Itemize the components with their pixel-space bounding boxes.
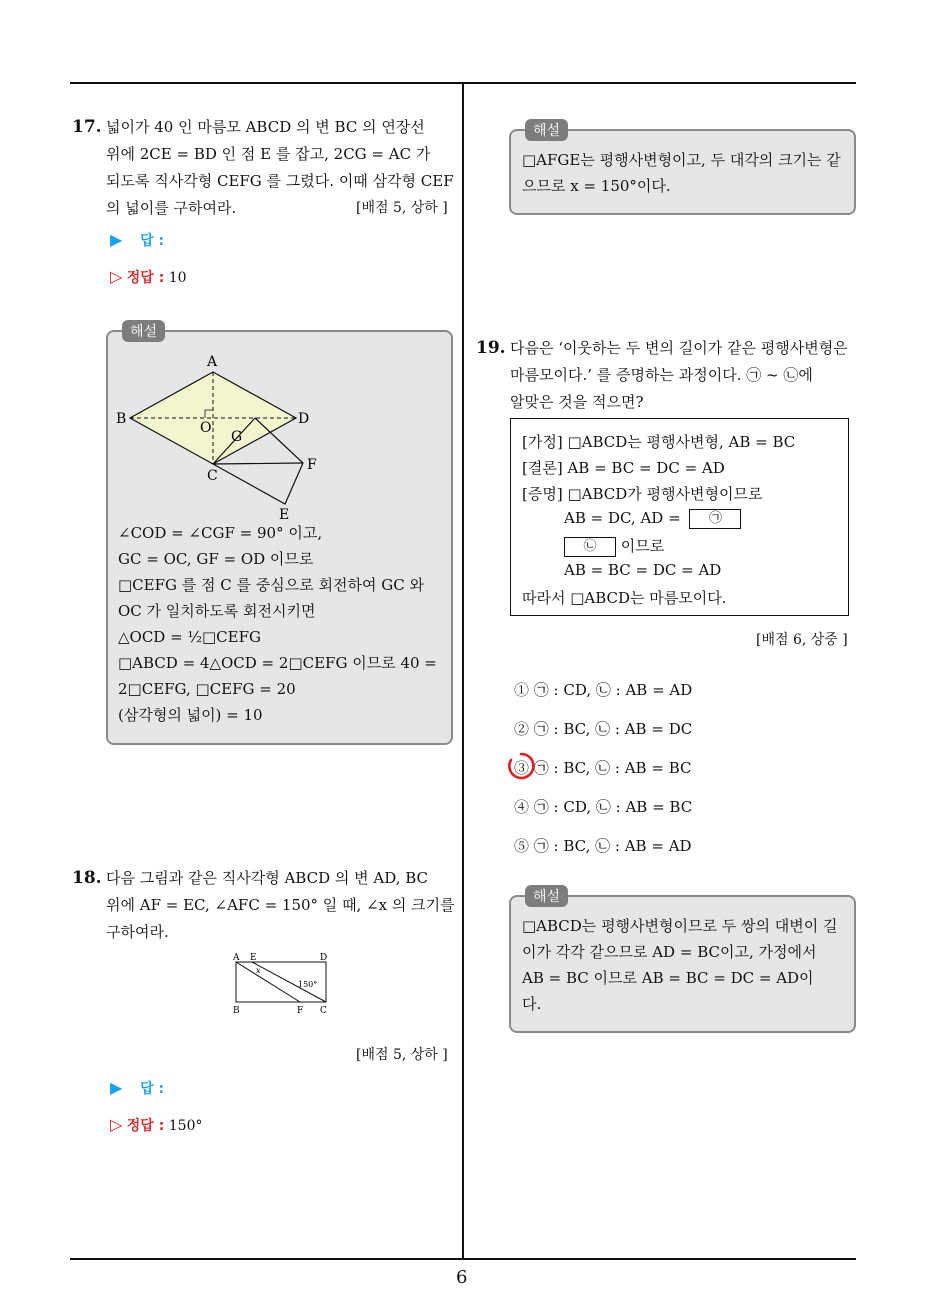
q19-line-2: 마름모이다.’ 를 증명하는 과정이다. ㉠ ~ ㉡에 xyxy=(510,366,813,384)
outline-triangle-icon: ▷ xyxy=(110,1115,123,1134)
q18-correct-row xyxy=(110,1115,202,1135)
q19-number: 19. xyxy=(476,338,506,358)
q18-correct-value: 150° xyxy=(168,1118,203,1134)
proof-step-3-text: 이므로 xyxy=(620,537,665,555)
q17-sol-line-5: △OCD = ½□CEFG xyxy=(118,628,261,646)
proof-therefore: 따라서 □ABCD는 마름모이다. xyxy=(522,589,727,607)
q17-sol-line-2: GC = OC, GF = OD 이므로 xyxy=(118,550,314,568)
q18-solution-tag: 해설 xyxy=(525,119,568,141)
label-a: A xyxy=(207,354,218,370)
q18-sol-line-2: 으므로 x = 150°이다. xyxy=(522,177,671,195)
q17-number: 17. xyxy=(72,117,102,137)
q18-points: [배점 5, 상하 ] xyxy=(356,1047,448,1063)
proof-assumption: [가정] □ABCD는 평행사변형, AB = BC xyxy=(522,433,796,451)
q18-number: 18. xyxy=(72,868,102,888)
q19-sol-line-2: 이가 각각 같으므로 AD = BC이고, 가정에서 xyxy=(522,943,817,961)
proof-step-3 xyxy=(564,535,664,557)
q19-text xyxy=(510,335,860,416)
label-d: D xyxy=(298,411,310,427)
q19-points: [배점 6, 상중 ] xyxy=(756,632,848,648)
q19-sol-line-4: 다. xyxy=(522,995,542,1013)
q17-line-3: 되도록 직사각형 CEFG 를 그렸다. 이때 삼각형 CEF xyxy=(106,172,454,190)
label-b: B xyxy=(116,411,127,427)
segment-cg xyxy=(213,463,303,464)
choice-3[interactable]: ③ ㉠ : BC, ㉡ : AB = BC xyxy=(514,759,692,777)
q19-line-1: 다음은 ‘이웃하는 두 변의 길이가 같은 평행사변형은 xyxy=(510,339,848,357)
label-b: B xyxy=(233,1006,240,1016)
segment-af xyxy=(236,962,300,1002)
q17-answer-row[interactable] xyxy=(110,230,164,250)
q18-line-2: 위에 AF = EC, ∠AFC = 150° 일 때, ∠x 의 크기를 xyxy=(106,896,455,914)
label-f: F xyxy=(297,1006,304,1016)
label-d: D xyxy=(320,953,328,963)
label-e: E xyxy=(250,953,257,963)
q18-answer-row[interactable] xyxy=(110,1078,164,1098)
q17-line-1: 넓이가 40 인 마름모 ABCD 의 변 BC 의 연장선 xyxy=(106,118,425,136)
blank-2-label: ㉡ xyxy=(583,539,597,554)
q17-answer-label: 답 : xyxy=(140,233,165,249)
blank-1-box xyxy=(689,509,741,529)
blank-2-box xyxy=(564,537,616,557)
label-c: C xyxy=(320,1006,327,1016)
label-a: A xyxy=(233,953,240,963)
proof-conclusion: [결론] AB = BC = DC = AD xyxy=(522,459,725,477)
q17-rhombus-figure xyxy=(110,352,350,522)
q18-correct-label: 정답 : xyxy=(126,1118,165,1134)
q19-sol-line-1: □ABCD는 평행사변형이므로 두 쌍의 대변이 길 xyxy=(522,917,838,935)
q18-rectangle-figure xyxy=(230,952,340,1016)
q18-sol-line-1: □AFGE는 평행사변형이고, 두 대각의 크기는 같 xyxy=(522,151,841,169)
play-triangle-icon: ▶ xyxy=(110,1078,123,1097)
label-angle: 150° xyxy=(298,980,318,989)
q17-points: [배점 5, 상하 ] xyxy=(356,200,448,216)
choice-5[interactable]: ⑤ ㉠ : BC, ㉡ : AB = AD xyxy=(514,837,692,855)
label-c: C xyxy=(207,468,218,484)
play-triangle-icon: ▶ xyxy=(110,230,123,249)
proof-step-2 xyxy=(564,509,741,529)
q19-sol-line-3: AB = BC 이므로 AB = BC = DC = AD이 xyxy=(522,969,814,987)
label-f: F xyxy=(307,457,317,473)
q18-answer-label: 답 : xyxy=(140,1081,165,1097)
proof-step-4: AB = BC = DC = AD xyxy=(564,561,722,579)
q17-sol-line-7: 2□CEFG, □CEFG = 20 xyxy=(118,680,296,698)
q19-solution-text xyxy=(522,913,848,1017)
blank-1-label: ㉠ xyxy=(708,511,722,526)
label-x: x xyxy=(256,966,261,975)
q17-solution-tag: 해설 xyxy=(122,320,165,342)
label-g: G xyxy=(231,429,243,445)
outline-triangle-icon: ▷ xyxy=(110,267,123,286)
q17-sol-line-1: ∠COD = ∠CGF = 90° 이고, xyxy=(118,524,323,542)
q18-line-1: 다음 그림과 같은 직사각형 ABCD 의 변 AD, BC xyxy=(106,869,429,887)
q17-sol-line-4: OC 가 일치하도록 회전시키면 xyxy=(118,602,316,620)
q18-line-3: 구하여라. xyxy=(106,923,169,941)
selected-choice-circle-icon xyxy=(505,750,537,782)
label-o: O xyxy=(200,420,212,436)
q17-line-2: 위에 2CE = BD 인 점 E 를 잡고, 2CG = AC 가 xyxy=(106,145,431,163)
choice-1[interactable]: ① ㉠ : CD, ㉡ : AB = AD xyxy=(514,681,693,699)
q18-text xyxy=(106,865,456,946)
q17-sol-line-3: □CEFG 를 점 C 를 중심으로 회전하여 GC 와 xyxy=(118,576,424,594)
q17-line-4: 의 넓이를 구하여라. xyxy=(106,199,237,217)
label-e: E xyxy=(279,507,290,522)
column-divider xyxy=(462,82,464,1259)
q19-solution-tag: 해설 xyxy=(525,885,568,907)
q18-solution-text xyxy=(522,147,848,199)
q19-line-3: 알맞은 것을 적으면? xyxy=(510,393,644,411)
q17-solution-text xyxy=(118,520,444,728)
q17-sol-line-6: □ABCD = 4△OCD = 2□CEFG 이므로 40 = xyxy=(118,654,437,672)
q17-sol-line-8: (삼각형의 넓이) = 10 xyxy=(118,706,263,724)
q17-correct-row xyxy=(110,267,187,287)
proof-step-2-text: AB = DC, AD = xyxy=(564,509,681,527)
choice-2[interactable]: ② ㉠ : BC, ㉡ : AB = DC xyxy=(514,720,693,738)
bottom-rule xyxy=(70,1258,856,1260)
q17-correct-value: 10 xyxy=(168,270,187,286)
proof-step-1: [증명] □ABCD가 평행사변형이므로 xyxy=(522,485,763,503)
page-number: 6 xyxy=(456,1267,468,1288)
choice-4[interactable]: ④ ㉠ : CD, ㉡ : AB = BC xyxy=(514,798,693,816)
q17-correct-label: 정답 : xyxy=(126,270,165,286)
